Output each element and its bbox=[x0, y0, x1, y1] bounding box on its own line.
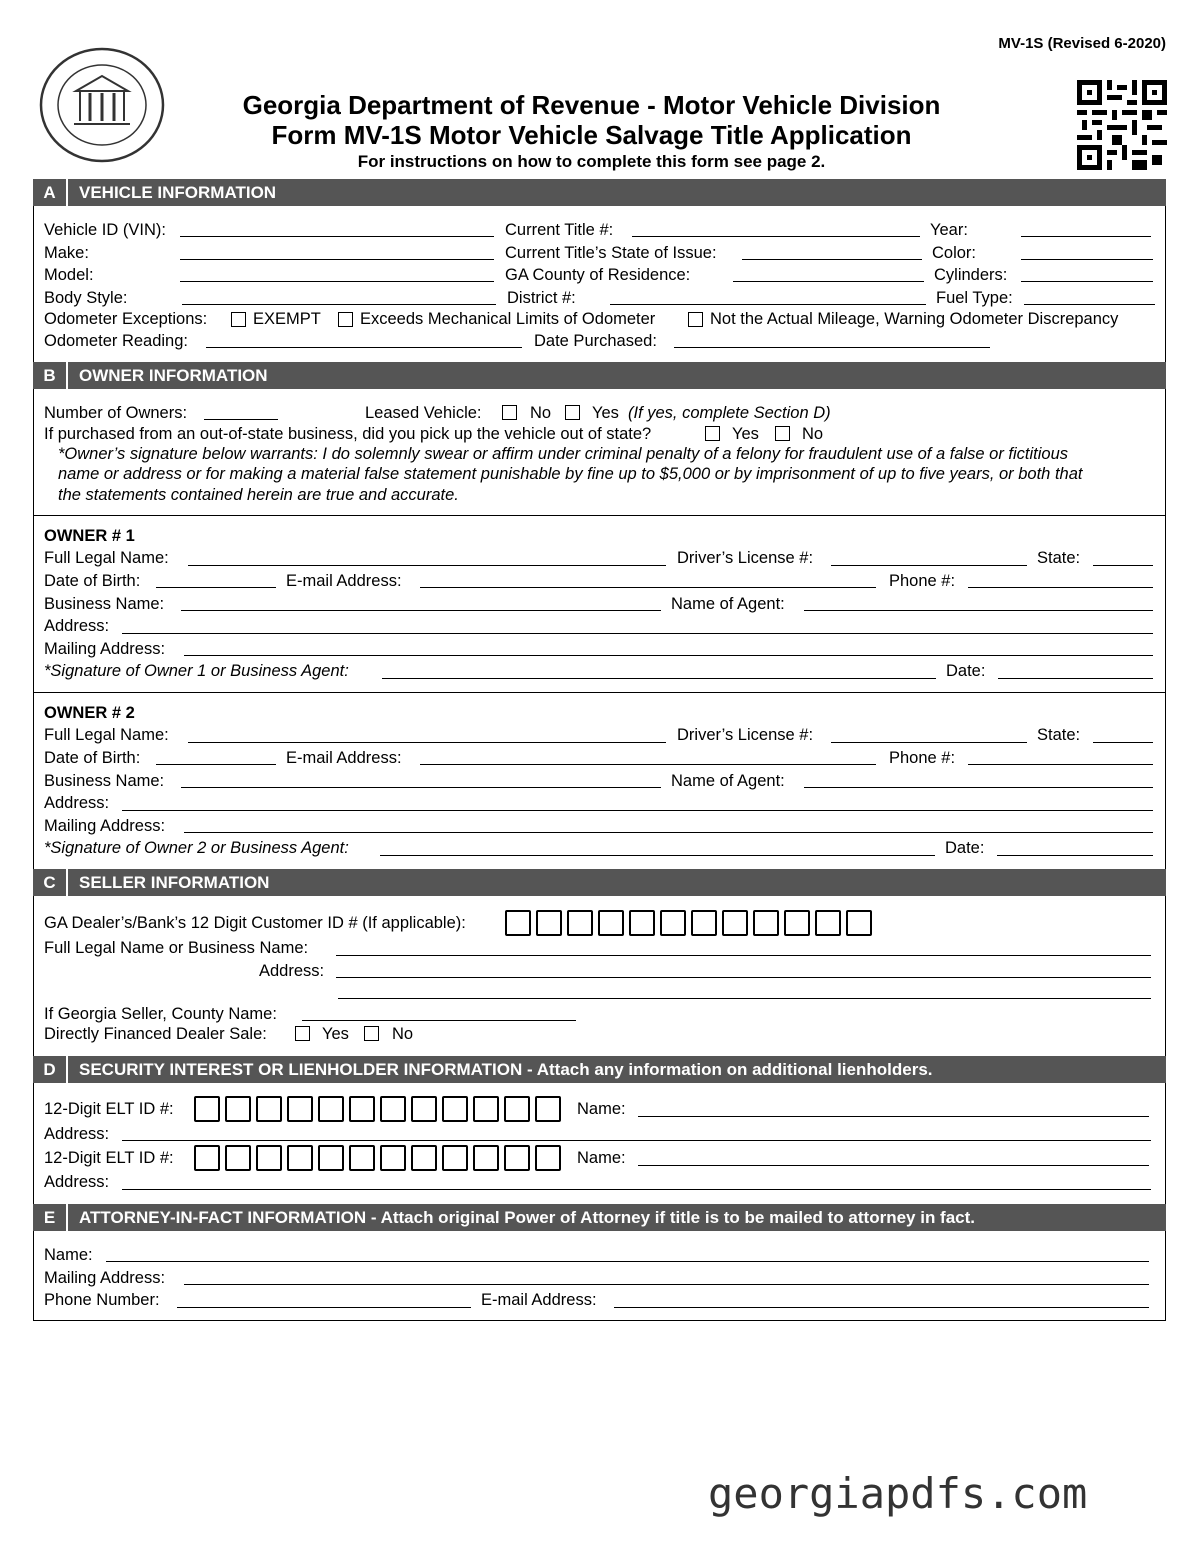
digit-box[interactable] bbox=[411, 1096, 437, 1122]
make-field[interactable] bbox=[180, 259, 494, 260]
owner2-name-label: Full Legal Name: bbox=[44, 726, 169, 744]
digit-box[interactable] bbox=[442, 1096, 468, 1122]
owner1-date-field[interactable] bbox=[998, 678, 1153, 679]
seller-name-label: Full Legal Name or Business Name: bbox=[44, 939, 309, 957]
digit-box[interactable] bbox=[380, 1145, 406, 1171]
lienholder1-address-label: Address: bbox=[44, 1125, 110, 1143]
digit-box[interactable] bbox=[815, 910, 841, 936]
customer-id-label: GA Dealer’s/Bank’s 12 Digit Customer ID # (If applicable): bbox=[44, 914, 466, 932]
title-state-label: Current Title’s State of Issue: bbox=[505, 244, 717, 262]
owner1-email-field[interactable] bbox=[420, 587, 876, 588]
out-of-state-yes-checkbox[interactable] bbox=[705, 426, 720, 441]
not-actual-mileage-label: Not the Actual Mileage, Warning Odometer Discrepancy bbox=[710, 310, 1119, 328]
digit-box[interactable] bbox=[473, 1145, 499, 1171]
color-label: Color: bbox=[932, 244, 977, 262]
attorney-name-label: Name: bbox=[44, 1246, 93, 1264]
leased-label: Leased Vehicle: bbox=[365, 404, 482, 422]
elt2-boxes[interactable] bbox=[194, 1145, 564, 1171]
section-e-letter: E bbox=[33, 1204, 68, 1231]
owner1-mailing-label: Mailing Address: bbox=[44, 640, 166, 658]
divider bbox=[33, 692, 1166, 693]
owner1-address-label: Address: bbox=[44, 617, 110, 635]
section-d-header bbox=[33, 1056, 1166, 1083]
digit-box[interactable] bbox=[504, 1145, 530, 1171]
section-e-header bbox=[33, 1204, 1166, 1231]
exceeds-limits-checkbox[interactable] bbox=[338, 312, 353, 327]
leased-yes-label: Yes bbox=[592, 404, 619, 422]
owner1-email-label: E-mail Address: bbox=[286, 572, 402, 590]
warrant-text-3: the statements contained herein are true and accurate. bbox=[58, 486, 459, 504]
owner1-mailing-field[interactable] bbox=[184, 655, 1153, 656]
attorney-mailing-label: Mailing Address: bbox=[44, 1269, 166, 1287]
owner2-date-label: Date: bbox=[945, 839, 985, 857]
digit-box[interactable] bbox=[598, 910, 624, 936]
vin-label: Vehicle ID (VIN): bbox=[44, 221, 166, 239]
owner2-signature-label: *Signature of Owner 2 or Business Agent: bbox=[44, 839, 349, 857]
owner2-state-label: State: bbox=[1037, 726, 1081, 744]
digit-box[interactable] bbox=[535, 1096, 561, 1122]
owner1-dob-label: Date of Birth: bbox=[44, 572, 141, 590]
digit-box[interactable] bbox=[225, 1096, 251, 1122]
attorney-mailing-field[interactable] bbox=[184, 1284, 1149, 1285]
section-a-letter: A bbox=[33, 179, 68, 206]
owner1-heading: OWNER # 1 bbox=[44, 527, 135, 545]
lienholder1-name-label: Name: bbox=[577, 1100, 626, 1118]
owner2-dob-label: Date of Birth: bbox=[44, 749, 141, 767]
seller-address-field[interactable] bbox=[336, 977, 1151, 978]
digit-box[interactable] bbox=[691, 910, 717, 936]
owner1-agent-field[interactable] bbox=[804, 610, 1153, 611]
owner1-signature-field[interactable] bbox=[382, 678, 936, 679]
section-a-title: VEHICLE INFORMATION bbox=[79, 183, 277, 202]
cylinders-field[interactable] bbox=[1021, 281, 1153, 282]
digit-box[interactable] bbox=[194, 1145, 220, 1171]
attorney-phone-field[interactable] bbox=[177, 1307, 471, 1308]
owner1-state-field[interactable] bbox=[1093, 565, 1153, 566]
digit-box[interactable] bbox=[536, 910, 562, 936]
odometer-exceptions-label: Odometer Exceptions: bbox=[44, 310, 208, 328]
digit-box[interactable] bbox=[380, 1096, 406, 1122]
owner2-business-label: Business Name: bbox=[44, 772, 165, 790]
digit-box[interactable] bbox=[660, 910, 686, 936]
digit-box[interactable] bbox=[287, 1145, 313, 1171]
attorney-phone-label: Phone Number: bbox=[44, 1291, 160, 1309]
financed-label: Directly Financed Dealer Sale: bbox=[44, 1025, 267, 1043]
leased-yes-note: (If yes, complete Section D) bbox=[628, 404, 831, 422]
digit-box[interactable] bbox=[287, 1096, 313, 1122]
owner2-license-field[interactable] bbox=[831, 742, 1027, 743]
lienholder2-address-field[interactable] bbox=[122, 1189, 1151, 1190]
financed-no-checkbox[interactable] bbox=[364, 1026, 379, 1041]
digit-box[interactable] bbox=[722, 910, 748, 936]
color-field[interactable] bbox=[1021, 259, 1153, 260]
odometer-reading-label: Odometer Reading: bbox=[44, 332, 188, 350]
section-b-letter: B bbox=[33, 362, 68, 389]
date-purchased-label: Date Purchased: bbox=[534, 332, 657, 350]
form-id: MV-1S (Revised 6-2020) bbox=[998, 35, 1166, 52]
owner1-agent-label: Name of Agent: bbox=[671, 595, 785, 613]
date-purchased-field[interactable] bbox=[674, 347, 990, 348]
owner2-heading: OWNER # 2 bbox=[44, 704, 135, 722]
digit-box[interactable] bbox=[473, 1096, 499, 1122]
digit-box[interactable] bbox=[225, 1145, 251, 1171]
attorney-name-field[interactable] bbox=[106, 1261, 1149, 1262]
leased-yes-checkbox[interactable] bbox=[565, 405, 580, 420]
cylinders-label: Cylinders: bbox=[934, 266, 1008, 284]
digit-box[interactable] bbox=[535, 1145, 561, 1171]
digit-box[interactable] bbox=[349, 1145, 375, 1171]
warrant-text-2: name or address or for making a material false statement punishable by fine up to $5,000 or by imprisonment of up to five years, or both that bbox=[58, 465, 1083, 483]
owner2-phone-field[interactable] bbox=[968, 764, 1153, 765]
out-of-state-question: If purchased from an out-of-state business, did you pick up the vehicle out of state? bbox=[44, 425, 652, 443]
not-actual-mileage-checkbox[interactable] bbox=[688, 312, 703, 327]
elt1-label: 12-Digit ELT ID #: bbox=[44, 1100, 174, 1118]
exempt-checkbox[interactable] bbox=[231, 312, 246, 327]
owner2-dob-field[interactable] bbox=[156, 764, 276, 765]
section-c-letter: C bbox=[33, 869, 68, 896]
owner2-name-field[interactable] bbox=[188, 742, 666, 743]
body-style-label: Body Style: bbox=[44, 289, 128, 307]
watermark: georgiapdfs.com bbox=[708, 1469, 1088, 1518]
current-title-label: Current Title #: bbox=[505, 221, 614, 239]
seller-name-field[interactable] bbox=[336, 955, 1151, 956]
digit-box[interactable] bbox=[629, 910, 655, 936]
seller-address-field-2[interactable] bbox=[338, 998, 1151, 999]
owner1-date-label: Date: bbox=[946, 662, 986, 680]
divider bbox=[33, 515, 1166, 516]
form-title-line1: Georgia Department of Revenue - Motor Vehicle Division bbox=[242, 90, 941, 120]
lienholder1-address-field[interactable] bbox=[122, 1140, 1151, 1141]
body-style-field[interactable] bbox=[182, 304, 496, 305]
leased-no-checkbox[interactable] bbox=[502, 405, 517, 420]
section-c-header bbox=[33, 869, 1166, 896]
digit-box[interactable] bbox=[753, 910, 779, 936]
model-field[interactable] bbox=[180, 281, 494, 282]
current-title-field[interactable] bbox=[632, 236, 920, 237]
section-b-title: OWNER INFORMATION bbox=[79, 366, 268, 385]
vin-field[interactable] bbox=[180, 236, 494, 237]
owner1-phone-field[interactable] bbox=[968, 587, 1153, 588]
owner1-state-label: State: bbox=[1037, 549, 1081, 567]
section-b-header bbox=[33, 362, 1166, 389]
lienholder2-address-label: Address: bbox=[44, 1173, 110, 1191]
year-label: Year: bbox=[930, 221, 968, 239]
owner2-address-field[interactable] bbox=[122, 810, 1153, 811]
owner2-email-label: E-mail Address: bbox=[286, 749, 402, 767]
leased-no-label: No bbox=[530, 404, 552, 422]
owner1-business-label: Business Name: bbox=[44, 595, 165, 613]
section-a-header bbox=[33, 179, 1166, 206]
owner2-agent-label: Name of Agent: bbox=[671, 772, 785, 790]
odometer-reading-field[interactable] bbox=[206, 347, 522, 348]
digit-box[interactable] bbox=[256, 1145, 282, 1171]
owner2-date-field[interactable] bbox=[997, 855, 1153, 856]
fuel-type-field[interactable] bbox=[1024, 304, 1155, 305]
exceeds-limits-label: Exceeds Mechanical Limits of Odometer bbox=[360, 310, 656, 328]
lienholder2-name-label: Name: bbox=[577, 1149, 626, 1167]
owner1-name-label: Full Legal Name: bbox=[44, 549, 169, 567]
digit-box[interactable] bbox=[194, 1096, 220, 1122]
digit-box[interactable] bbox=[504, 1096, 530, 1122]
owner2-address-label: Address: bbox=[44, 794, 110, 812]
make-label: Make: bbox=[44, 244, 89, 262]
title-state-field[interactable] bbox=[742, 259, 922, 260]
fuel-type-label: Fuel Type: bbox=[936, 289, 1013, 307]
num-owners-label: Number of Owners: bbox=[44, 404, 188, 422]
owner1-address-field[interactable] bbox=[122, 633, 1153, 634]
county-field[interactable] bbox=[733, 281, 924, 282]
owner2-license-label: Driver’s License #: bbox=[677, 726, 814, 744]
qr-code bbox=[1077, 80, 1167, 170]
digit-box[interactable] bbox=[846, 910, 872, 936]
year-field[interactable] bbox=[1021, 236, 1151, 237]
owner2-mailing-field[interactable] bbox=[184, 832, 1153, 833]
section-e-title: ATTORNEY-IN-FACT INFORMATION - Attach original Power of Attorney if title is to be mailed to attorney in fact. bbox=[79, 1208, 976, 1227]
digit-box[interactable] bbox=[411, 1145, 437, 1171]
digit-box[interactable] bbox=[505, 910, 531, 936]
section-d-letter: D bbox=[33, 1056, 68, 1083]
model-label: Model: bbox=[44, 266, 94, 284]
digit-box[interactable] bbox=[256, 1096, 282, 1122]
out-of-state-yes-label: Yes bbox=[732, 425, 759, 443]
seller-address-label: Address: bbox=[259, 962, 325, 980]
attorney-email-label: E-mail Address: bbox=[481, 1291, 597, 1309]
owner2-agent-field[interactable] bbox=[804, 787, 1153, 788]
form-title-instructions: For instructions on how to complete this form see page 2. bbox=[357, 152, 826, 171]
digit-box[interactable] bbox=[349, 1096, 375, 1122]
owner1-license-label: Driver’s License #: bbox=[677, 549, 814, 567]
owner1-dob-field[interactable] bbox=[156, 587, 276, 588]
section-d-title: SECURITY INTEREST OR LIENHOLDER INFORMATION - Attach any information on additional lienholders. bbox=[79, 1060, 933, 1079]
warrant-text-1: *Owner’s signature below warrants: I do solemnly swear or affirm under criminal penalty of a felony for fraudulent use of a false or fictitious bbox=[58, 445, 1069, 463]
elt2-label: 12-Digit ELT ID #: bbox=[44, 1149, 174, 1167]
owner1-business-field[interactable] bbox=[181, 610, 661, 611]
customer-id-boxes[interactable] bbox=[505, 910, 875, 936]
out-of-state-no-checkbox[interactable] bbox=[775, 426, 790, 441]
owner2-phone-label: Phone #: bbox=[889, 749, 956, 767]
owner1-license-field[interactable] bbox=[831, 565, 1027, 566]
attorney-email-field[interactable] bbox=[614, 1307, 1149, 1308]
elt1-boxes[interactable] bbox=[194, 1096, 564, 1122]
form-title-line2: Form MV-1S Motor Vehicle Salvage Title Application bbox=[271, 120, 912, 150]
owner2-email-field[interactable] bbox=[420, 764, 876, 765]
seller-county-label: If Georgia Seller, County Name: bbox=[44, 1005, 277, 1023]
digit-box[interactable] bbox=[784, 910, 810, 936]
out-of-state-no-label: No bbox=[802, 425, 824, 443]
lienholder1-name-field[interactable] bbox=[638, 1116, 1149, 1117]
section-c-title: SELLER INFORMATION bbox=[79, 873, 270, 892]
owner2-business-field[interactable] bbox=[181, 787, 661, 788]
num-owners-field[interactable] bbox=[204, 419, 278, 420]
financed-yes-checkbox[interactable] bbox=[295, 1026, 310, 1041]
owner2-mailing-label: Mailing Address: bbox=[44, 817, 166, 835]
owner2-signature-field[interactable] bbox=[380, 855, 935, 856]
digit-box[interactable] bbox=[567, 910, 593, 936]
owner1-name-field[interactable] bbox=[188, 565, 666, 566]
digit-box[interactable] bbox=[318, 1096, 344, 1122]
exempt-label: EXEMPT bbox=[253, 310, 321, 328]
owner1-phone-label: Phone #: bbox=[889, 572, 956, 590]
financed-yes-label: Yes bbox=[322, 1025, 349, 1043]
owner2-state-field[interactable] bbox=[1093, 742, 1153, 743]
seller-county-field[interactable] bbox=[302, 1020, 576, 1021]
owner1-signature-label: *Signature of Owner 1 or Business Agent: bbox=[44, 662, 349, 680]
lienholder2-name-field[interactable] bbox=[638, 1165, 1149, 1166]
county-label: GA County of Residence: bbox=[505, 266, 691, 284]
financed-no-label: No bbox=[392, 1025, 414, 1043]
district-field[interactable] bbox=[610, 304, 926, 305]
digit-box[interactable] bbox=[442, 1145, 468, 1171]
digit-box[interactable] bbox=[318, 1145, 344, 1171]
district-label: District #: bbox=[507, 289, 576, 307]
